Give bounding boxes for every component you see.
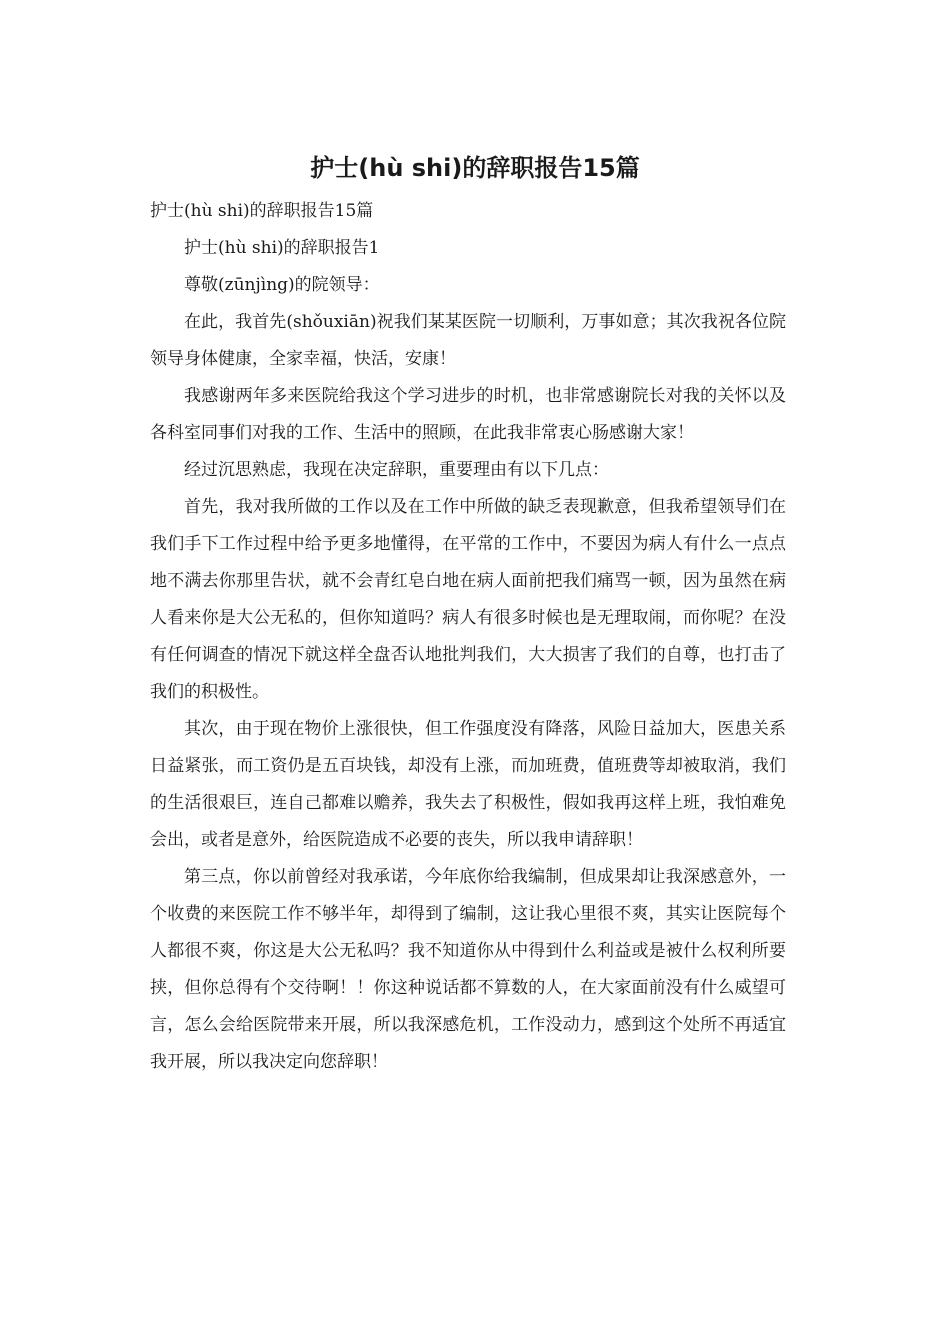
section-heading: 护士(hù shi)的辞职报告1	[184, 238, 380, 258]
body-paragraph: 经过沉思熟虑，我现在决定辞职，重要理由有以下几点：	[184, 460, 609, 480]
body-paragraph: 我感谢两年多来医院给我这个学习进步的时机，也非常感谢院长对我的关怀以及各科室同事们对我的工作、生活中的照顾，在此我非常衷心肠感谢大家！	[150, 386, 786, 443]
subtitle-paragraph: 护士(hù shi)的辞职报告15篇	[150, 201, 374, 221]
document-body	[150, 193, 786, 1081]
body-paragraph: 首先，我对我所做的工作以及在工作中所做的缺乏表现歉意，但我希望领导们在我们手下工作过程中给予更多地懂得，在平常的工作中，不要因为病人有什么一点点地不满去你那里告状，就不会青红皂白地在病人面前把我们痛骂一顿，因为虽然在病人看来你是大公无私的，但你知道吗？病人有很多时候也是无理取闹，而你呢？在没有任何调查的情况下就这样全盘否认地批判我们，大大损害了我们的自尊，也打击了我们的积极性。	[150, 497, 786, 702]
document-title: 护士(hù shi)的辞职报告15篇	[310, 154, 640, 182]
salutation: 尊敬(zūnjìng)的院领导：	[184, 275, 380, 295]
body-paragraph: 第三点，你以前曾经对我承诺，今年底你给我编制，但成果却让我深感意外，一个收费的来医院工作不够半年，却得到了编制，这让我心里很不爽，其实让医院每个人都很不爽，你这是大公无私吗？我不知道你从中得到什么利益或是被什么权利所要挟，但你总得有个交待啊！！你这种说话都不算数的人，在大家面前没有什么威望可言，怎么会给医院带来开展，所以我深感危机，工作没动力，感到这个处所不再适宜我开展，所以我决定向您辞职！	[150, 867, 786, 1072]
body-paragraph: 其次，由于现在物价上涨很快，但工作强度没有降落，风险日益加大，医患关系日益紧张，而工资仍是五百块钱，却没有上涨，而加班费，值班费等却被取消，我们的生活很艰巨，连自己都难以赡养，我失去了积极性，假如我再这样上班，我怕难免会出，或者是意外，给医院造成不必要的丧失，所以我申请辞职！	[150, 719, 786, 850]
body-paragraph: 在此，我首先(shǒuxiān)祝我们某某医院一切顺利，万事如意；其次我祝各位院领导身体健康，全家幸福，快活，安康！	[150, 312, 786, 369]
